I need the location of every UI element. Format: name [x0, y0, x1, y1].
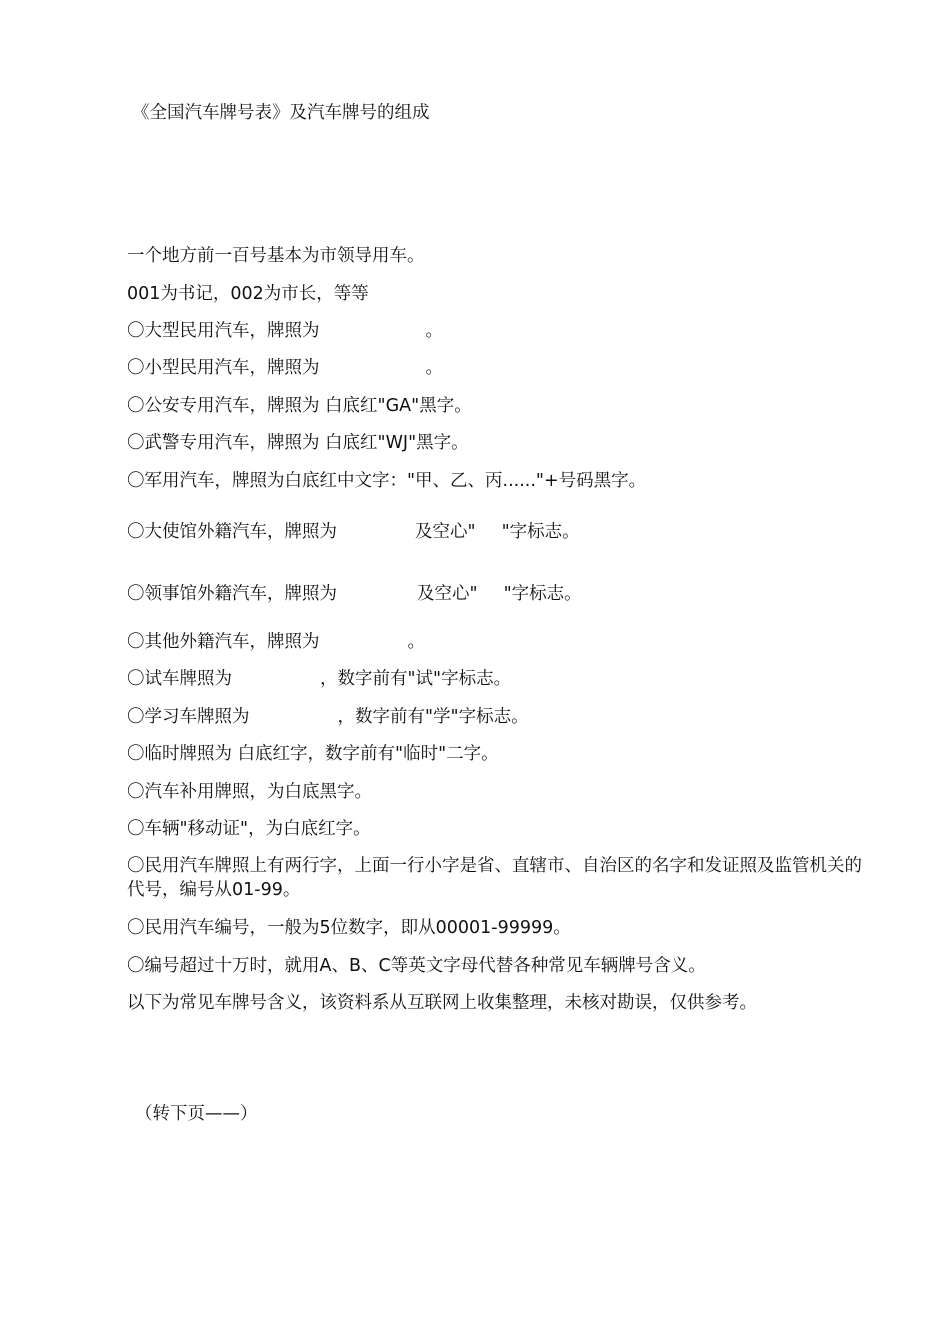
text-line: 〇武警专用汽车，牌照为 白底红"WJ"黑字。 [127, 433, 469, 453]
text-line [127, 582, 582, 606]
text-segment: ，数字前有"学"字标志。 [337, 707, 529, 727]
text-line: 〇军用汽车，牌照为白底红中文字："甲、乙、丙......"+号码黑字。 [127, 471, 647, 491]
text-segment: "字标志。 [501, 522, 580, 542]
text-segment: "字标志。 [503, 584, 582, 604]
text-line [127, 705, 529, 729]
text-line [127, 630, 425, 654]
text-line [127, 356, 443, 380]
text-segment: 〇大使馆外籍汽车，牌照为 [127, 522, 337, 542]
text-line: 〇民用汽车编号，一般为5位数字，即从00001-99999。 [127, 918, 571, 938]
text-line [127, 667, 511, 691]
text-segment: 〇小型民用汽车，牌照为 [127, 358, 320, 378]
text-segment: 。 [425, 358, 443, 378]
text-segment: 及空心" [417, 584, 478, 604]
text-segment: 〇其他外籍汽车，牌照为 [127, 632, 320, 652]
text-line: 〇公安专用汽车，牌照为 白底红"GA"黑字。 [127, 396, 472, 416]
text-segment: 〇大型民用汽车，牌照为 [127, 321, 320, 341]
text-segment: 。 [407, 632, 425, 652]
text-segment: 〇领事馆外籍汽车，牌照为 [127, 584, 337, 604]
text-segment: ，数字前有"试"字标志。 [320, 669, 512, 689]
text-line: 〇车辆"移动证"，为白底红字。 [127, 819, 371, 839]
text-segment: 。 [425, 321, 443, 341]
text-line [127, 520, 580, 544]
text-paragraph: 〇民用汽车牌照上有两行字，上面一行小字是省、直辖市、自治区的名字和发证照及监管机关的代号，编号从01-99。 [127, 856, 862, 900]
text-segment: 〇学习车牌照为 [127, 707, 250, 727]
text-line: 以下为常见车牌号含义，该资料系从互联网上收集整理，未核对勘误，仅供参考。 [127, 993, 757, 1013]
text-line: 001为书记，002为市长，等等 [127, 284, 369, 304]
text-line: 一个地方前一百号基本为市领导用车。 [127, 246, 425, 266]
text-line: 〇编号超过十万时，就用A、B、C等英文字母代替各种常见车辆牌号含义。 [127, 956, 706, 976]
continued-note: （转下页——） [135, 1104, 258, 1124]
document-title: 《全国汽车牌号表》及汽车牌号的组成 [132, 103, 430, 123]
text-line: 〇临时牌照为 白底红字，数字前有"临时"二字。 [127, 744, 499, 764]
text-line [127, 319, 443, 343]
text-line: 〇汽车补用牌照，为白底黑字。 [127, 782, 372, 802]
text-segment: 及空心" [415, 522, 476, 542]
text-segment: 〇试车牌照为 [127, 669, 232, 689]
